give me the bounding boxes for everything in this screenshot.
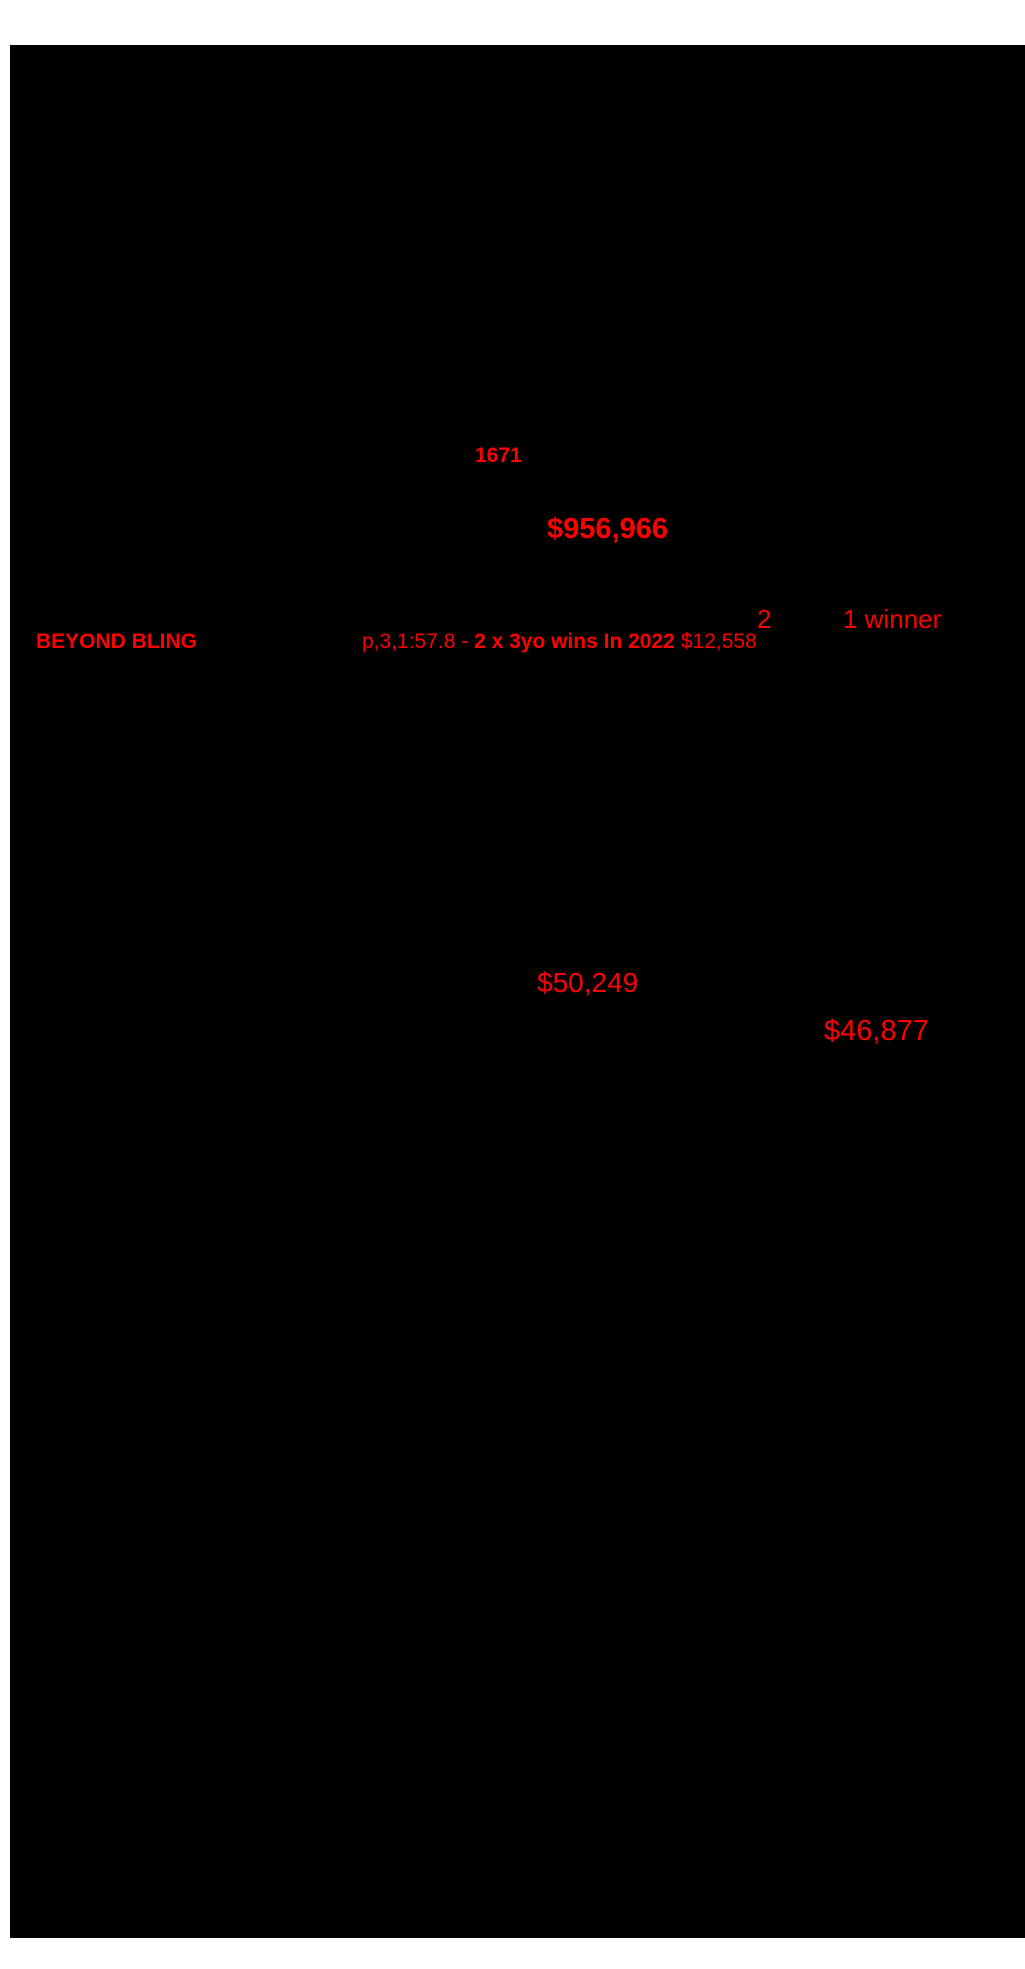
stat-total-earnings: $956,966 <box>547 513 668 545</box>
content-canvas <box>10 45 1025 1938</box>
wins-count: 2 <box>757 604 772 634</box>
horse-name: BEYOND BLING <box>36 630 198 653</box>
winners-count: 1 winner <box>843 604 942 634</box>
earnings-value-2: $46,877 <box>824 1015 929 1047</box>
race-record <box>362 631 757 652</box>
race-record-earnings: $12,558 <box>680 630 757 653</box>
race-record-highlight: 2 x 3yo wins In 2022 <box>474 630 675 653</box>
stat-count: 1671 <box>475 444 522 467</box>
race-record-prefix: p,3,1:57.8 - <box>362 630 475 653</box>
earnings-value-1: $50,249 <box>537 967 639 998</box>
